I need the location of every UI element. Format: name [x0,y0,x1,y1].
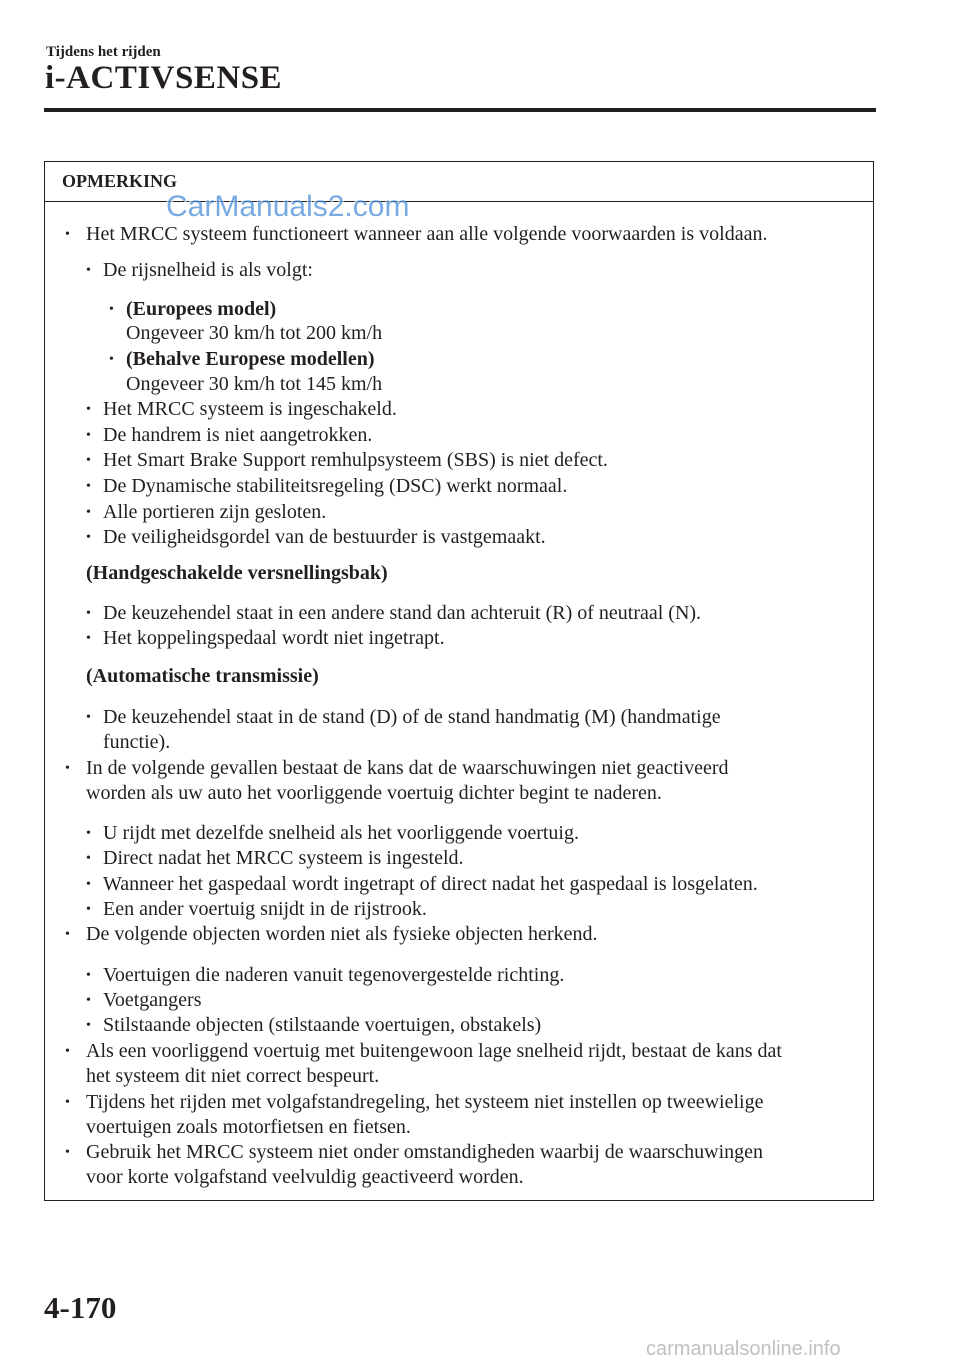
note-line: voor korte volgafstand veelvuldig geactiveerd worden. [86,1166,524,1188]
bullet-icon: • [86,993,91,1008]
bullet-icon: • [86,710,91,725]
note-subheading: (Behalve Europese modellen) [126,348,375,370]
bullet-icon: • [86,851,91,866]
bullet-icon: • [86,877,91,892]
bullet-icon: • [65,227,70,242]
bullet-icon: • [65,761,70,776]
note-heading: OPMERKING [45,162,873,202]
note-line: het systeem dit niet correct bespeurt. [86,1065,380,1087]
bullet-icon: • [86,402,91,417]
footer-watermark: carmanualsonline.info [646,1338,841,1360]
note-line: Voetgangers [103,989,202,1011]
note-line: Het MRCC systeem is ingeschakeld. [103,398,397,420]
bullet-icon: • [86,263,91,278]
note-line: De veiligheidsgordel van de bestuurder is vastgemaakt. [103,526,546,548]
note-subheading: (Europees model) [126,298,277,320]
bullet-icon: • [86,428,91,443]
note-line: U rijdt met dezelfde snelheid als het voorliggende voertuig. [103,822,579,844]
note-line: In de volgende gevallen bestaat de kans dat de waarschuwingen niet geactiveerd [86,757,729,779]
bullet-icon: • [86,479,91,494]
section-label: Tijdens het rijden [46,44,161,60]
note-subheading: (Automatische transmissie) [86,665,319,687]
bullet-icon: • [86,505,91,520]
note-line: De keuzehendel staat in de stand (D) of de stand handmatig (M) (handmatige [103,706,721,728]
note-line: Voertuigen die naderen vanuit tegenovergestelde richting. [103,964,565,986]
bullet-icon: • [109,302,114,317]
bullet-icon: • [86,453,91,468]
bullet-icon: • [86,1018,91,1033]
watermark-logo: CarManuals2.com [166,190,410,223]
bullet-icon: • [86,530,91,545]
note-line: De volgende objecten worden niet als fysieke objecten herkend. [86,923,598,945]
bullet-icon: • [86,968,91,983]
bullet-icon: • [65,1145,70,1160]
note-line: Alle portieren zijn gesloten. [103,501,327,523]
bullet-icon: • [65,1095,70,1110]
note-line: Gebruik het MRCC systeem niet onder omstandigheden waarbij de waarschuwingen [86,1141,764,1163]
bullet-icon: • [86,902,91,917]
bullet-icon: • [86,826,91,841]
note-line: Wanneer het gaspedaal wordt ingetrapt of direct nadat het gaspedaal is losgelaten. [103,873,758,895]
bullet-icon: • [65,927,70,942]
note-line: Ongeveer 30 km/h tot 145 km/h [126,373,383,395]
note-line: Het Smart Brake Support remhulpsysteem (SBS) is niet defect. [103,449,608,471]
note-line: Het MRCC systeem functioneert wanneer aan alle volgende voorwaarden is voldaan. [86,223,768,245]
note-subheading: (Handgeschakelde versnellingsbak) [86,562,388,584]
note-line: Ongeveer 30 km/h tot 200 km/h [126,322,383,344]
note-line: Direct nadat het MRCC systeem is ingesteld. [103,847,464,869]
note-line: De keuzehendel staat in een andere stand dan achteruit (R) of neutraal (N). [103,602,702,624]
note-line: functie). [103,731,171,753]
note-line: Een ander voertuig snijdt in de rijstrook. [103,898,427,920]
note-line: Stilstaande objecten (stilstaande voertuigen, obstakels) [103,1014,542,1036]
note-line: Tijdens het rijden met volgafstandregeling, het systeem niet instellen op tweewielige [86,1091,764,1113]
note-line: voertuigen zoals motorfietsen en fietsen. [86,1116,411,1138]
note-line: De handrem is niet aangetrokken. [103,424,373,446]
note-line: De rijsnelheid is als volgt: [103,259,313,281]
note-line: Het koppelingspedaal wordt niet ingetrapt. [103,627,445,649]
bullet-icon: • [86,606,91,621]
header-divider [44,108,876,112]
bullet-icon: • [86,631,91,646]
bullet-icon: • [65,1044,70,1059]
bullet-icon: • [109,352,114,367]
page-number: 4-170 [44,1290,117,1325]
note-line: Als een voorliggend voertuig met buitengewoon lage snelheid rijdt, bestaat de kans dat [86,1040,782,1062]
page-title: i-ACTIVSENSE [45,60,283,96]
note-line: De Dynamische stabiliteitsregeling (DSC) werkt normaal. [103,475,568,497]
note-line: worden als uw auto het voorliggende voertuig dichter begint te naderen. [86,782,662,804]
